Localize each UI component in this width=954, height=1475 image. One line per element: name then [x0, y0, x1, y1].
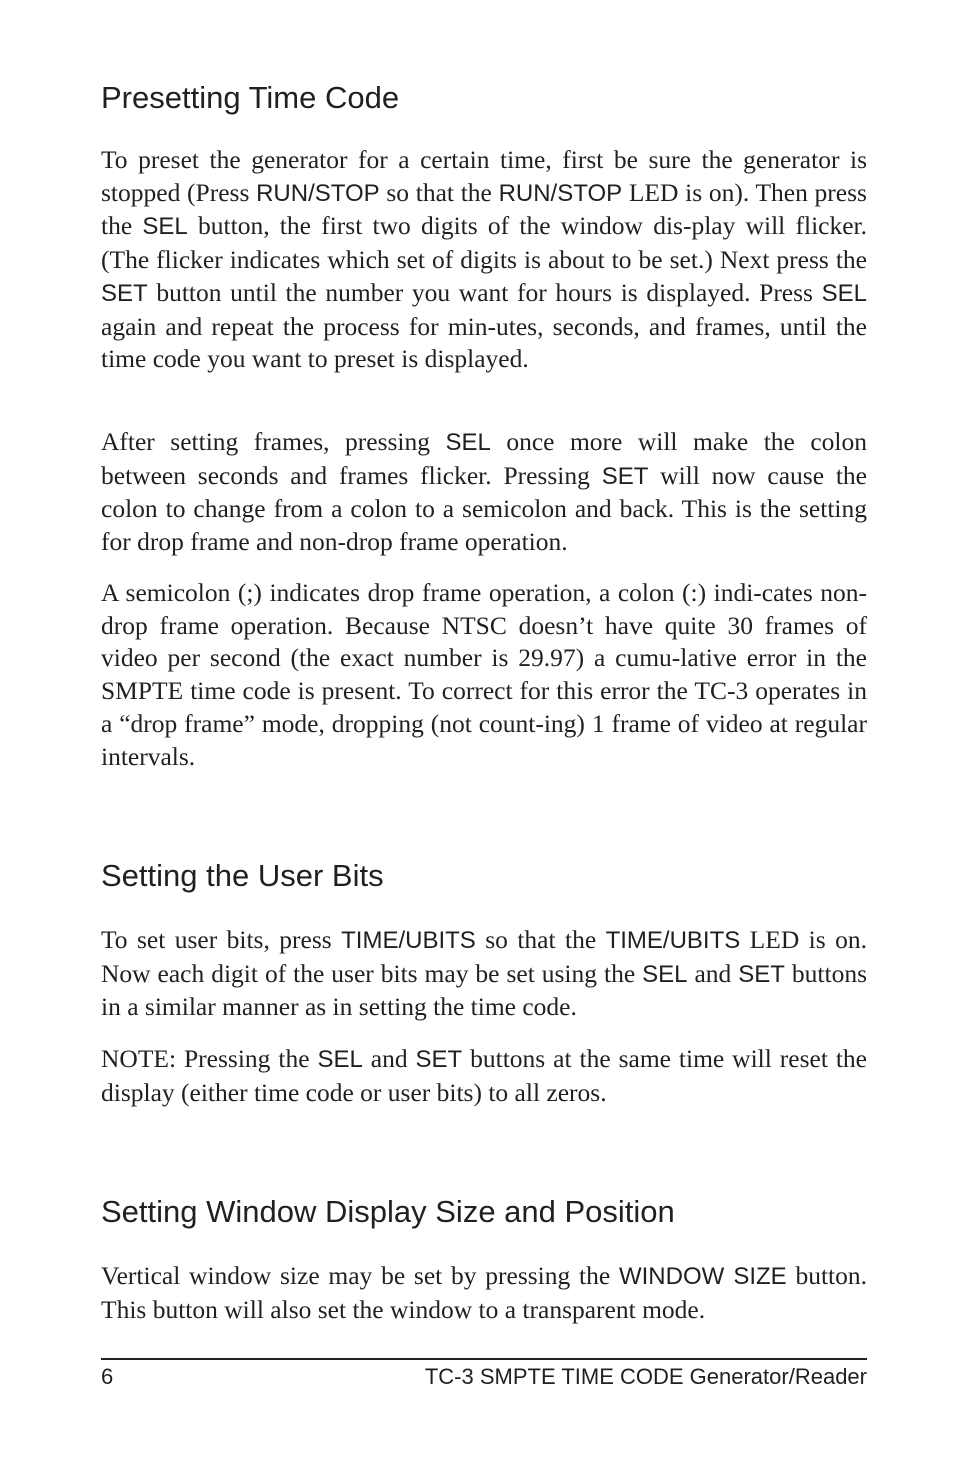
heading-setting-user-bits: Setting the User Bits [101, 858, 384, 893]
key-run-stop: RUN/STOP [256, 179, 380, 207]
key-set: SET [601, 462, 649, 490]
key-sel: SEL [445, 429, 491, 456]
key-set: SET [415, 1046, 463, 1073]
paragraph-drop-frame-explanation: A semicolon (;) indicates drop frame operation, a colon (:) indi-cates non-drop frame operation. Because NTSC doesn’t have quite 30 frames of video per second (the exact number is 29.97) a cumu-lative error in the SMPTE time code is present. To correct for this error the TC-3 operates in a “drop frame” mode, dropping (not count-ing) 1 frame of video at regular intervals. [101, 578, 867, 771]
paragraph-preset-instructions: To preset the generator for a certain time, first be sure the generator is stopped (Press RUN/STOP so that the RUN/STOP LED is on). Then press the SEL button, the first two digits of the window dis-play will flicker. (The flicker indicates which set of digits is about to be set.) Next press the SET button until the number you want for hours is displayed. Press SEL again and repeat the process for min-utes, seconds, and frames, until the time code you want to preset is displayed. [101, 145, 868, 374]
footer-divider [101, 1358, 867, 1360]
key-sel: SEL [821, 279, 867, 307]
page-number: 6 [101, 1364, 114, 1389]
key-window-size: WINDOW SIZE [618, 1263, 787, 1290]
key-set: SET [101, 279, 148, 307]
paragraph-user-bits-instructions: To set user bits, press TIME/UBITS so that the TIME/UBITS LED is on. Now each digit of the user bits may be set using the SEL and SET buttons in a similar manner as in setting the time code. [101, 925, 868, 1022]
paragraph-reset-note: NOTE: Pressing the SEL and SET buttons at the same time will reset the display (either time code or user bits) to all zeros. [101, 1044, 867, 1107]
paragraph-window-size: Vertical window size may be set by pressing the WINDOW SIZE button. This button will also set the window to a transparent mode. [101, 1261, 868, 1324]
document-title: TC-3 SMPTE TIME CODE Generator/Reader [424, 1364, 867, 1389]
heading-window-display-size: Setting Window Display Size and Position [101, 1194, 675, 1229]
key-time-ubits: TIME/UBITS [605, 927, 741, 954]
heading-presetting-time-code: Presetting Time Code [101, 80, 400, 115]
key-run-stop: RUN/STOP [498, 179, 623, 207]
key-sel: SEL [317, 1046, 363, 1073]
key-sel: SEL [142, 213, 188, 241]
key-time-ubits: TIME/UBITS [341, 927, 476, 954]
key-set: SET [738, 960, 785, 988]
paragraph-drop-frame-setting: After setting frames, pressing SEL once more will make the colon between seconds and frames flicker. Pressing SET will now cause the colon to change from a colon to a semicolon and back. This is the setting for drop frame and non-drop frame operation. [101, 427, 867, 557]
key-sel: SEL [642, 960, 688, 988]
